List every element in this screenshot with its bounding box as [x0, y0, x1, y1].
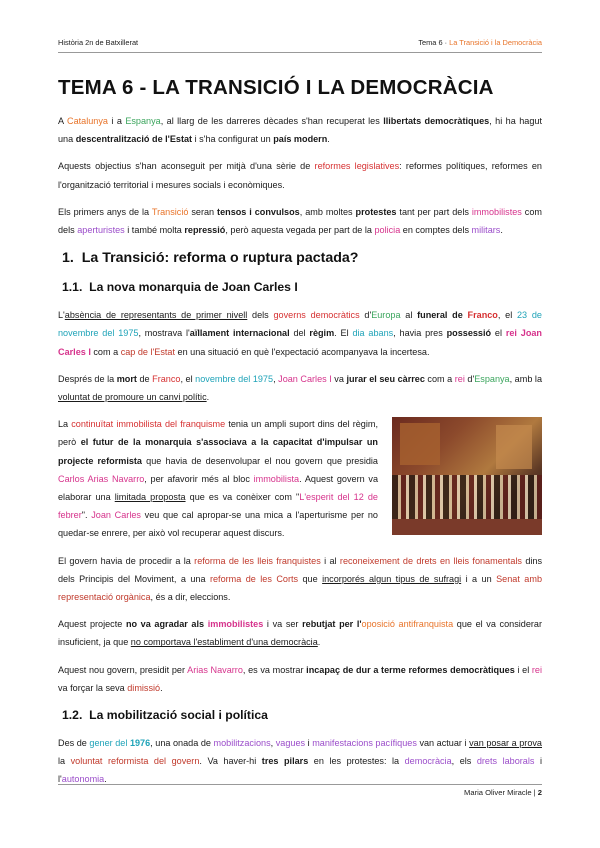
section-1-1-paragraph-2: Després de la mort de Franco, el novembre del 1975, Joan Carles I va jurar el seu càrrec com a rei d'Espanya, amb la voluntat de promoure un canvi polític. — [58, 373, 542, 403]
section-1-1-paragraph-5: Aquest projecte no va agradar als immobilistes i va ser rebutjat per l'oposició antifranquista que el va considerar insuficient, ja que no comportava l'establiment d'una democràcia. — [58, 619, 542, 648]
tapestry-left — [400, 423, 440, 465]
header-rule — [58, 52, 542, 53]
coronation-photo — [392, 417, 542, 535]
page-title: TEMA 6 - LA TRANSICIÓ I LA DEMOCRÀCIA — [58, 76, 494, 99]
section-1-1-paragraph-3: La continuïtat immobilista del franquisme tenia un ampli suport dins del règim, però el futur de la monarquia s'associava a la capacitat d'impulsar un projecte reformista que havia de desenvolupar el nou govern que presidia Carlos Arias Navarro, per afavorir més al bloc immobilista. Aquest govern va elaborar una limitada proposta que es va conèixer com "L'esperit del 12 de febrer". Joan Carles veu que cal apropar-se una mica a l'aperturisme per no quedar-se enrere, per això vol recuperar aquest discurs. — [58, 419, 379, 539]
intro-paragraph-1: A Catalunya i a Espanya, al llarg de les darreres dècades s'han recuperat les llibertats democràtiques, hi ha hagut una descentralització de l'Estat i s'ha configurat un país modern. — [58, 116, 542, 145]
document-body — [58, 112, 542, 798]
intro-paragraph-3: Els primers anys de la Transició seran tensos i convulsos, amb moltes protestes tant per part dels immobilistes com dels aperturistes i també molta repressió, però aquesta vegada per part de la policia en comptes dels militars. — [58, 206, 542, 236]
header-course: Història 2n de Batxillerat — [58, 38, 139, 47]
section-1-1-heading: 1.1. La nova monarquia de Joan Carles I — [62, 280, 298, 295]
tapestry-right — [496, 425, 532, 469]
carpet — [392, 519, 542, 535]
page-footer: Maria Oliver Miracle | 2 — [464, 788, 542, 797]
intro-paragraph-2: Aquests objectius s'han aconseguit per mitjà d'una sèrie de reformes legislatives: reformes polítiques, reformes en l'organització territorial i mesures socials i econòmiques. — [58, 161, 542, 190]
section-1-2-heading: 1.2. La mobilització social i política — [62, 708, 268, 723]
page-header — [58, 38, 542, 52]
section-1-1-paragraph-4: El govern havia de procedir a la reforma de les lleis franquistes i al reconeixement de drets en lleis fonamentals dins dels Principis del Moviment, a una reforma de les Corts que incorporés algun tipus de sufragi i a un Senat amb representació orgànica, és a dir, eleccions. — [58, 555, 542, 603]
footer-rule — [58, 784, 542, 785]
section-1-heading: 1. La Transició: reforma o ruptura pactada? — [62, 250, 359, 267]
header-topic: Tema 6 · La Transició i la Democràcia — [418, 38, 542, 47]
section-1-2-paragraph-1: Des de gener del 1976, una onada de mobilitzacions, vagues i manifestacions pacífiques van actuar i van posar a prova la voluntat reformista del govern. Va haver-hi tres pilars en les protestes: la democràcia, els drets laborals i l'autonomia. — [58, 738, 542, 785]
section-1-1-paragraph-1: L'absència de representants de primer nivell dels governs democràtics d'Europa al funeral de Franco, el 23 de novembre del 1975, mostrava l'aïllament internacional del règim. El dia abans, havia pres possessió el rei Joan Carles I com a cap de l'Estat en una situació en què l'expectació acompanyava la incertesa. — [58, 310, 542, 357]
section-1-1-paragraph-6: Aquest nou govern, presidit per Arias Navarro, es va mostrar incapaç de dur a terme reformes democràtiques i el rei va forçar la seva dimissió. — [58, 664, 543, 693]
